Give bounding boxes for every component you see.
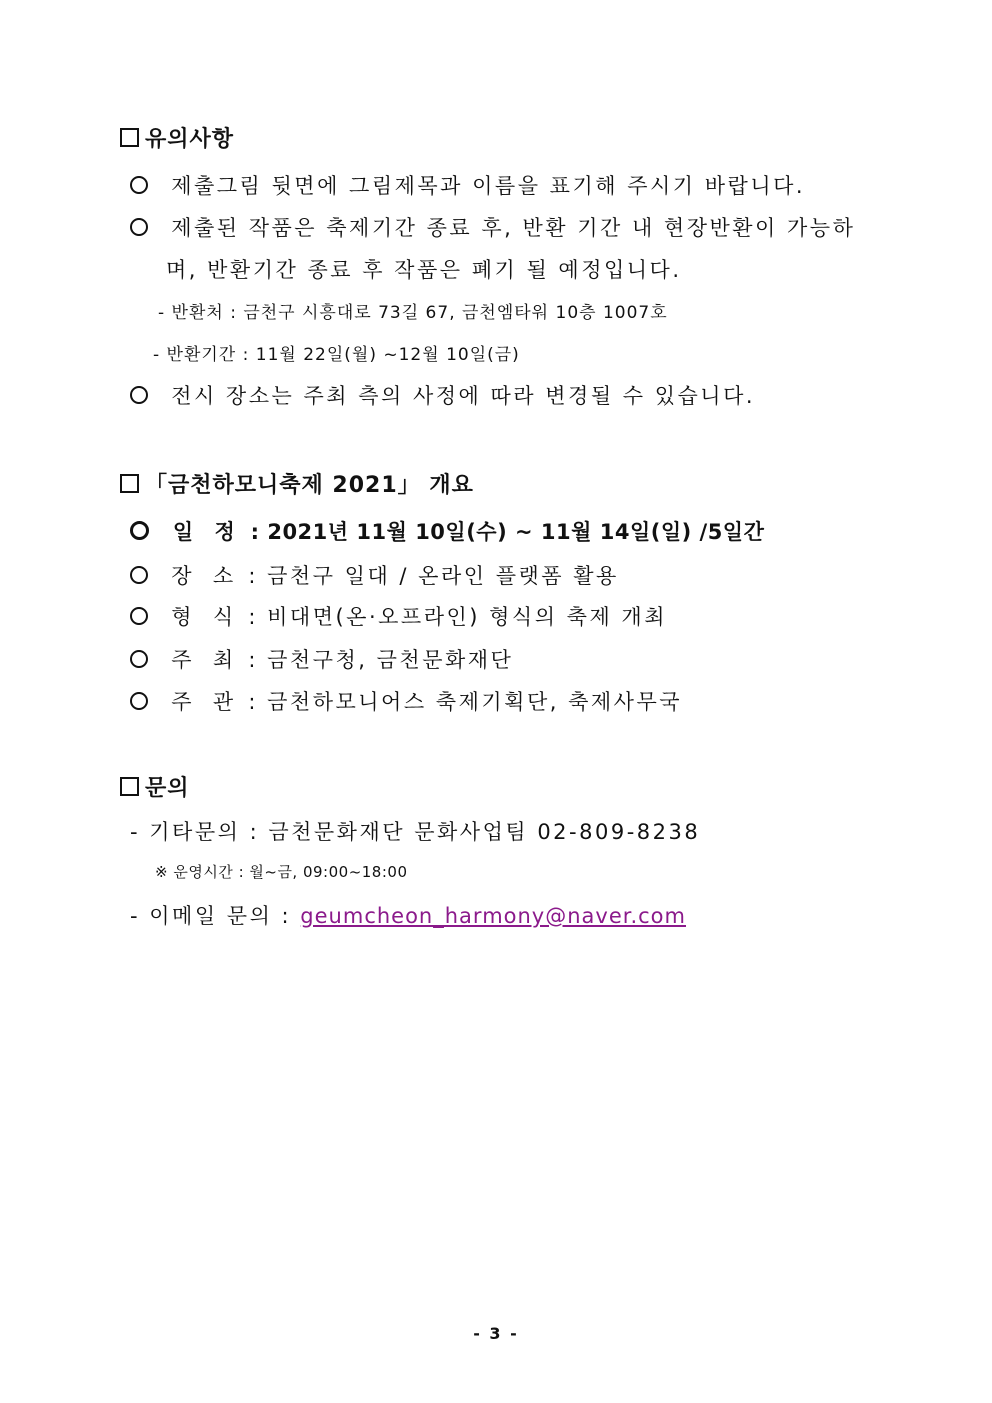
- return-period: - 반환기간 : 11월 22일(월) ~12월 10일(금): [153, 345, 520, 365]
- row-label: 형 식: [171, 605, 234, 629]
- row-label: 일 정: [172, 520, 235, 544]
- overview-row-venue: [130, 560, 619, 590]
- email-link[interactable]: geumcheon_harmony@naver.com: [300, 904, 686, 928]
- row-value: : 금천구청, 금천문화재단: [248, 648, 514, 672]
- row-label: 주 최: [171, 648, 234, 672]
- notes-item-2: [130, 212, 895, 242]
- circle-bullet-icon: [130, 607, 148, 625]
- circle-bullet-icon: [130, 650, 148, 668]
- notes-item-2-continued: 며, 반환기간 종료 후 작품은 폐기 될 예정입니다.: [166, 258, 682, 282]
- row-label: 주 관: [171, 690, 234, 714]
- section-heading-contact: [120, 771, 190, 802]
- row-label: 장 소: [171, 564, 234, 588]
- email-label: - 이메일 문의 :: [130, 904, 292, 928]
- contact-heading-text: 문의: [145, 776, 190, 801]
- overview-row-format: [130, 601, 667, 631]
- notes-heading-text: 유의사항: [145, 127, 235, 152]
- page-number: - 3 -: [473, 1324, 519, 1343]
- circle-bullet-icon: [130, 692, 148, 710]
- circle-bullet-icon: [130, 566, 148, 584]
- section-heading-overview: [120, 468, 474, 499]
- notes-item-3: [130, 380, 755, 410]
- checkbox-icon: [120, 777, 139, 796]
- row-value: : 2021년 11월 10일(수) ~ 11월 14일(일) /5일간: [250, 520, 765, 544]
- overview-row-organizer: [130, 686, 682, 716]
- section-heading-notes: [120, 122, 234, 153]
- contact-etc: - 기타문의 : 금천문화재단 문화사업팀 02-809-8238: [130, 820, 701, 844]
- overview-row-schedule: [130, 516, 764, 546]
- checkbox-icon: [120, 474, 139, 493]
- circle-bullet-icon: [130, 386, 148, 404]
- overview-row-host: [130, 644, 513, 674]
- overview-heading-text: 「금천하모니축제 2021」 개요: [145, 473, 474, 498]
- notes-item-text: 제출그림 뒷면에 그림제목과 이름을 표기해 주시기 바랍니다.: [171, 174, 806, 198]
- operating-hours: ※ 운영시간 : 월~금, 09:00~18:00: [155, 863, 408, 881]
- return-location: - 반환처 : 금천구 시흥대로 73길 67, 금천엠타워 10층 1007호: [158, 303, 668, 323]
- notes-item-text: 제출된 작품은 축제기간 종료 후, 반환 기간 내 현장반환이 가능하: [171, 216, 856, 240]
- circle-bullet-icon: [130, 218, 148, 236]
- checkbox-icon: [120, 128, 139, 147]
- circle-bullet-icon: [130, 176, 148, 194]
- notes-item-1: [130, 170, 805, 200]
- row-value: : 금천구 일대 / 온라인 플랫폼 활용: [248, 564, 619, 588]
- circle-bullet-icon: [130, 521, 149, 540]
- row-value: : 금천하모니어스 축제기획단, 축제사무국: [248, 690, 683, 714]
- contact-email-row: [130, 900, 686, 930]
- notes-item-text: 전시 장소는 주최 측의 사정에 따라 변경될 수 있습니다.: [171, 384, 756, 408]
- row-value: : 비대면(온·오프라인) 형식의 축제 개최: [248, 605, 668, 629]
